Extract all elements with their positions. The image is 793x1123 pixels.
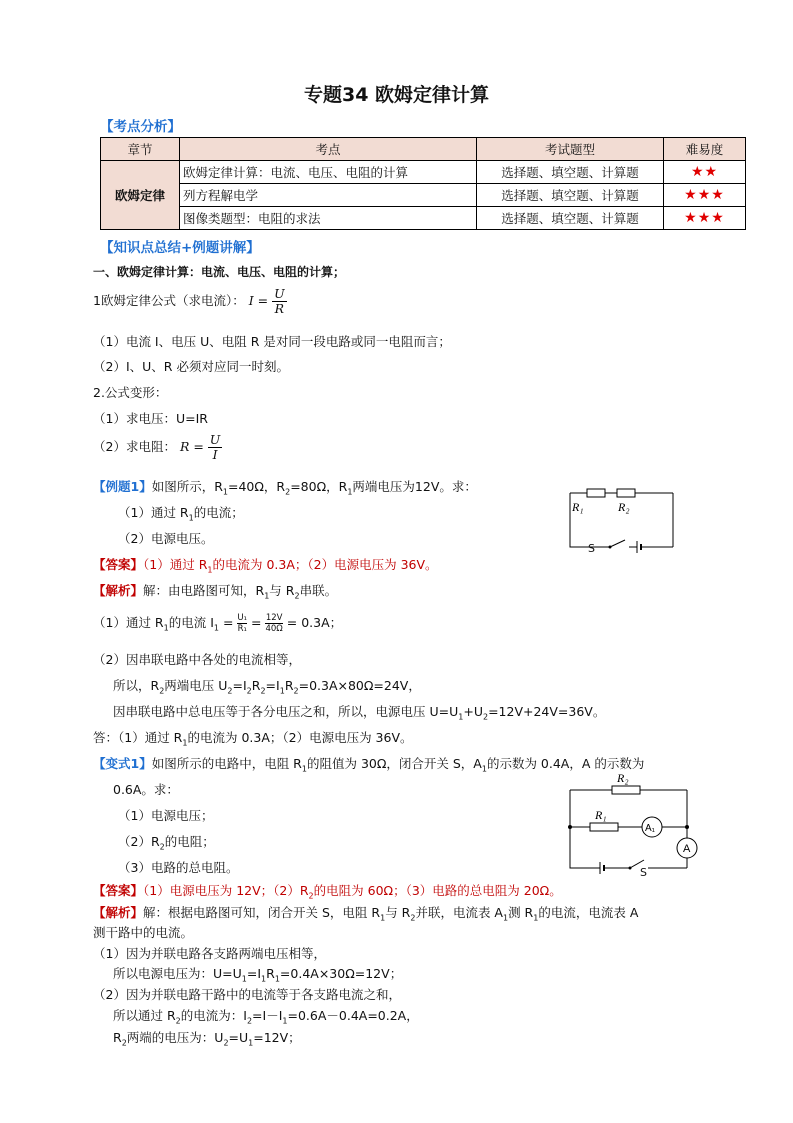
- example-1-step-4: [113, 702, 605, 722]
- subscript: 2: [410, 913, 416, 923]
- table-cell-type: 选择题、填空题、计算题: [477, 207, 664, 230]
- variant-1-sub-3: （3）电路的总电阻。: [118, 860, 239, 875]
- table-header: 考试题型: [477, 138, 664, 161]
- text-span: 的电阻为 60Ω；（3）电路的总电阻为 20Ω。: [313, 883, 562, 898]
- fraction-denominator: I: [212, 447, 218, 462]
- subscript: 1: [241, 974, 247, 984]
- subscript: 1: [301, 764, 307, 774]
- variant-1-analysis-cont: 测干路中的电流。: [93, 925, 194, 940]
- variant-tag: 【变式1】: [93, 756, 152, 771]
- subscript: 1: [502, 913, 509, 923]
- formula-label: 1欧姆定律公式（求电流）：: [93, 293, 245, 308]
- table-row: [101, 184, 746, 207]
- table-cell-stars: ★★★: [664, 184, 746, 207]
- fraction-denominator: R: [274, 301, 285, 316]
- circuit-2-switch-label: S: [640, 866, 647, 879]
- subscript: 2: [294, 591, 300, 601]
- text-span: 串联。: [299, 583, 338, 598]
- text-span: 的示数为 0.4A，A 的示数为: [486, 756, 645, 771]
- formula-lhs: I =: [248, 293, 269, 308]
- subscript: 1: [347, 487, 353, 497]
- text-span: 与 R: [269, 583, 295, 598]
- transform-2-lhs: R =: [179, 439, 204, 454]
- fraction-denominator: R₁: [237, 624, 247, 634]
- text-span: 的电流为 0.3A；（2）电源电压为 36V。: [187, 730, 413, 745]
- subscript: 1: [264, 591, 270, 601]
- text-span: =: [218, 615, 238, 630]
- text-span: =12V；: [253, 1030, 301, 1045]
- subscript: 1: [188, 513, 194, 523]
- text-span: （1）通过 R: [93, 615, 164, 630]
- text-span: =12V+24V=36V。: [488, 704, 606, 719]
- circuit-label-a1: A₁: [645, 823, 656, 834]
- text-span: 的电流为：I: [180, 1008, 247, 1023]
- text-span: （1）通过 R: [143, 557, 208, 572]
- parallel-circuit-diagram: [560, 770, 710, 880]
- text-span: =I－I: [252, 1008, 283, 1023]
- circuit-label-r1: R₁: [595, 808, 607, 822]
- subscript: 1: [481, 764, 487, 774]
- subscript: 1: [163, 623, 169, 633]
- text-span: （1）电源电压为 12V；（2）R: [143, 883, 309, 898]
- text-span: 并联，电流表 A: [415, 905, 503, 920]
- heading-1: 一、欧姆定律计算：电流、电压、电阻的计算；: [93, 265, 346, 279]
- text-span: 两端电压 U: [164, 678, 228, 693]
- table-cell-topic: 图像类题型：电阻的求法: [180, 207, 477, 230]
- text-span: =40Ω，R: [227, 479, 286, 494]
- fraction-numerator: U: [209, 432, 221, 447]
- circuit-label-a: A: [683, 843, 691, 855]
- subscript: 2: [260, 686, 266, 696]
- table-header-row: [101, 138, 746, 161]
- variant-1-answer: [93, 881, 562, 901]
- answer-tag: 【答案】: [93, 883, 144, 898]
- example-1-step-1: [93, 613, 342, 634]
- subscript: 2: [159, 842, 165, 852]
- subscript: 2: [246, 686, 252, 696]
- text-span: 解：由电路图可知，R: [143, 583, 265, 598]
- subscript: 2: [159, 686, 165, 696]
- table-cell-type: 选择题、填空题、计算题: [477, 161, 664, 184]
- example-1-step-3: [113, 676, 421, 696]
- variant-1-sub-2: [118, 832, 215, 852]
- subscript: 2: [227, 686, 233, 696]
- fraction-numerator: 12V: [265, 613, 283, 623]
- text-span: =0.6A－0.4A=0.2A，: [287, 1008, 419, 1023]
- transform-2-fraction: [208, 433, 223, 462]
- analysis-tag: 【解析】: [93, 905, 144, 920]
- transform-2-label: （2）求电阻：: [93, 439, 176, 454]
- text-span: R: [284, 678, 294, 693]
- circuit-label-r2: R₂: [617, 771, 629, 785]
- example-1-answer: [93, 555, 438, 575]
- series-circuit-diagram: [555, 485, 685, 555]
- variant-1-step-5: [113, 1028, 301, 1048]
- step-fraction: [237, 613, 247, 634]
- table-row: [101, 161, 746, 184]
- transform-heading: 2.公式变形：: [93, 385, 168, 400]
- subscript: 1: [213, 623, 219, 633]
- text-span: R: [113, 1030, 122, 1045]
- step-fraction-values: [265, 613, 282, 634]
- example-tag: 【例题1】: [93, 479, 152, 494]
- equals-sign: =: [251, 615, 266, 630]
- subscript: 1: [380, 913, 386, 923]
- subscript: 2: [285, 487, 291, 497]
- fraction-numerator: U₁: [237, 613, 248, 623]
- subscript: 1: [248, 1038, 254, 1048]
- text-span: =0.4A×30Ω=12V；: [279, 966, 403, 981]
- text-span: +U: [463, 704, 483, 719]
- circuit-label-r2: R₂: [618, 500, 630, 514]
- example-1-sub-2: （2）电源电压。: [118, 531, 214, 546]
- note-2: （2）I、U、R 必须对应同一时刻。: [93, 359, 289, 374]
- subscript: 2: [308, 891, 314, 901]
- text-span: （1）通过 R: [118, 505, 189, 520]
- circuit-1-switch-label: S: [588, 542, 595, 555]
- text-span: 因串联电路中总电压等于各分电压之和，所以，电源电压 U=U: [113, 704, 459, 719]
- text-span: =80Ω，R: [290, 479, 348, 494]
- text-span: 的阻值为 30Ω，闭合开关 S，A: [306, 756, 482, 771]
- analysis-tag: 【解析】: [93, 583, 144, 598]
- example-1-conclusion: [93, 728, 413, 748]
- variant-1-step-1: （1）因为并联电路各支路两端电压相等，: [93, 946, 326, 961]
- text-span: 的电流，电流表 A: [538, 905, 639, 920]
- table-cell-stars: ★★★: [664, 207, 746, 230]
- text-span: 两端电压为12V。求：: [352, 479, 477, 494]
- text-span: =I: [246, 966, 262, 981]
- text-span: =I: [265, 678, 280, 693]
- table-header: 章节: [101, 138, 180, 161]
- subscript: 1: [279, 686, 285, 696]
- variant-1-analysis: [93, 903, 638, 923]
- text-span: =I: [232, 678, 247, 693]
- circuit-label-r1: R₁: [572, 500, 584, 514]
- variant-1-sub-1: （1）电源电压；: [118, 808, 214, 823]
- subscript: 1: [458, 712, 464, 722]
- text-span: =U: [228, 1030, 249, 1045]
- text-span: 的电流；: [193, 505, 244, 520]
- variant-1-question-cont: 0.6A。求：: [113, 782, 179, 797]
- variant-1-step-2: [113, 964, 402, 984]
- text-span: R: [266, 966, 275, 981]
- text-span: 的电阻；: [164, 834, 215, 849]
- table-cell-stars: ★★: [664, 161, 746, 184]
- table-cell-type: 选择题、填空题、计算题: [477, 184, 664, 207]
- text-span: 所以通过 R: [113, 1008, 176, 1023]
- variant-1-step-4: [113, 1006, 419, 1026]
- section-summary: 【知识点总结+例题讲解】: [100, 240, 260, 256]
- subscript: 2: [246, 1016, 253, 1026]
- text-span: =0.3A×80Ω=24V，: [298, 678, 421, 693]
- subscript: 1: [282, 1016, 288, 1026]
- page-title: 专题34 欧姆定律计算: [303, 84, 490, 106]
- text-span: 如图所示的电路中，电阻 R: [151, 756, 302, 771]
- subscript: 2: [223, 1038, 229, 1048]
- table-header: 难易度: [664, 138, 746, 161]
- text-span: （2）R: [118, 834, 160, 849]
- text-span: 答：（1）通过 R: [93, 730, 183, 745]
- table-chapter-cell: 欧姆定律: [101, 161, 180, 230]
- subscript: 2: [175, 1016, 181, 1026]
- subscript: 1: [274, 974, 280, 984]
- text-span: 两端的电压为：U: [126, 1030, 224, 1045]
- text-span: R: [251, 678, 261, 693]
- ohm-formula: [93, 287, 287, 316]
- example-1-analysis: [93, 581, 337, 601]
- table-row: [101, 207, 746, 230]
- subscript: 1: [533, 913, 539, 923]
- subscript: 2: [482, 712, 489, 722]
- text-span: 所以电源电压为：U=U: [113, 966, 242, 981]
- subscript: 2: [121, 1038, 127, 1048]
- answer-tag: 【答案】: [93, 557, 144, 572]
- subscript: 2: [293, 686, 299, 696]
- subscript: 1: [182, 738, 188, 748]
- example-1-step-2: （2）因串联电路中各处的电流相等，: [93, 652, 301, 667]
- text-span: 的电流 I: [168, 615, 214, 630]
- example-1-question: [93, 477, 477, 497]
- table-header: 考点: [180, 138, 477, 161]
- subscript: 1: [222, 487, 228, 497]
- text-span: = 0.3A；: [282, 615, 343, 630]
- fraction-denominator: 40Ω: [265, 624, 283, 634]
- topic-table: [100, 137, 746, 230]
- fraction-numerator: U: [274, 286, 285, 301]
- note-1: （1）电流 I、电压 U、电阻 R 是对同一段电路或同一电阻而言；: [93, 334, 451, 349]
- transform-2: [93, 433, 222, 462]
- subscript: 1: [261, 974, 267, 984]
- text-span: 与 R: [385, 905, 411, 920]
- text-span: 测 R: [508, 905, 534, 920]
- section-kaodian: 【考点分析】: [100, 119, 181, 135]
- text-span: 如图所示，R: [151, 479, 223, 494]
- example-1-sub-1: [118, 503, 244, 523]
- text-span: 所以，R: [113, 678, 160, 693]
- table-cell-topic: 列方程解电学: [180, 184, 477, 207]
- table-cell-topic: 欧姆定律计算：电流、电压、电阻的计算: [180, 161, 477, 184]
- formula-fraction: [272, 287, 287, 316]
- text-span: 解：根据电路图可知，闭合开关 S，电阻 R: [143, 905, 381, 920]
- text-span: 的电流为 0.3A；（2）电源电压为 36V。: [212, 557, 438, 572]
- subscript: 1: [207, 565, 213, 575]
- variant-1-step-3: （2）因为并联电路干路中的电流等于各支路电流之和，: [93, 987, 401, 1002]
- transform-1: （1）求电压：U=IR: [93, 411, 208, 426]
